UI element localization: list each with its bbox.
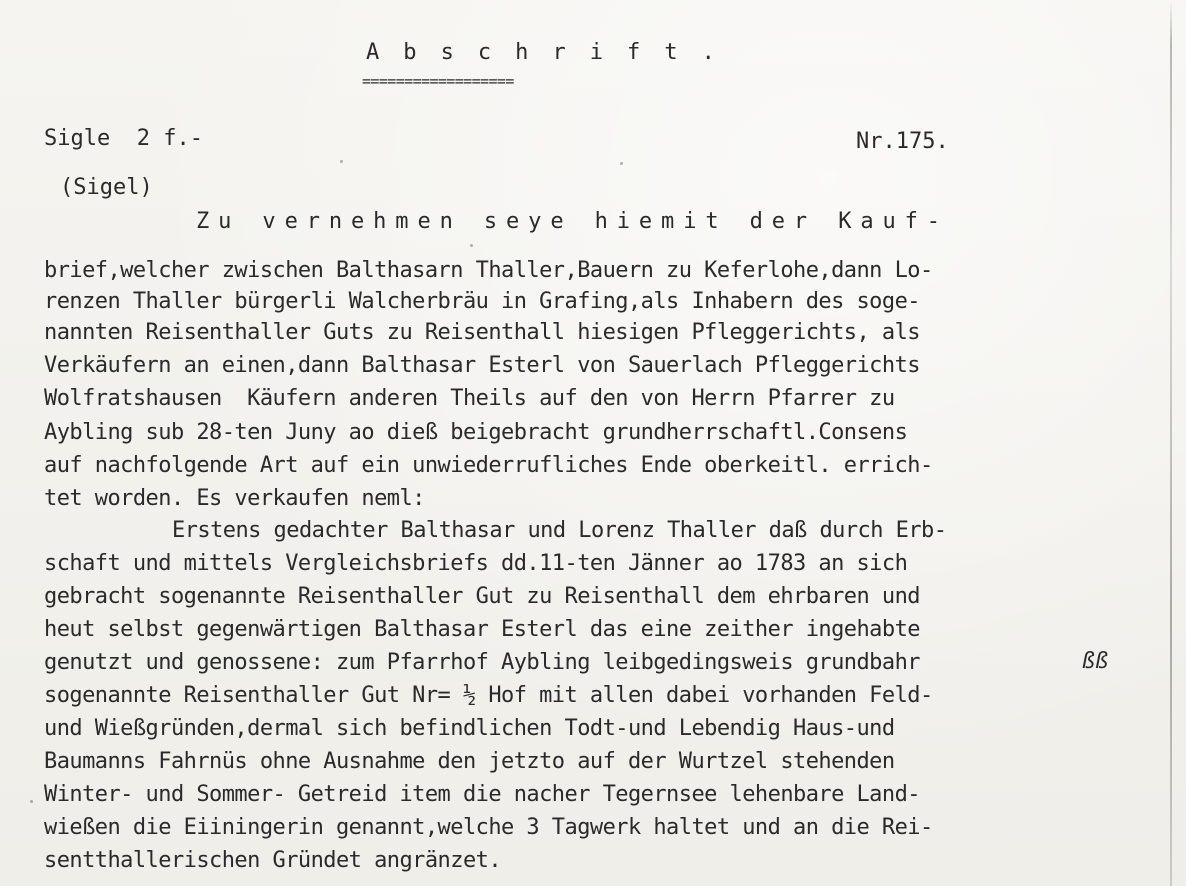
text-line: Verkäufern an einen,dann Balthasar Esterl von Sauerlach Pfleggerichts	[44, 353, 920, 378]
text-line: Baumanns Fahrnüs ohne Ausnahme den jetzto auf der Wurtzel stehenden	[44, 749, 895, 774]
text-line: gebracht sogenannte Reisenthaller Gut zu Reisenthall dem ehrbaren und	[44, 584, 920, 609]
margin-mark: ßß	[1082, 649, 1109, 674]
text-line: tet worden. Es verkaufen neml:	[44, 486, 425, 511]
seal-label: (Sigel)	[60, 175, 153, 200]
text-line: nannten Reisenthaller Guts zu Reisenthall hiesigen Pfleggerichts, als	[44, 320, 920, 345]
intro-line: Zu vernehmen seye hiemit der Kauf-	[196, 209, 949, 234]
text-line: brief,welcher zwischen Balthasarn Thaller,Bauern zu Keferlohe,dann Lo-	[44, 258, 933, 283]
paper-speck	[470, 244, 473, 247]
text-line: Wolfratshausen Käufern anderen Theils auf den von Herrn Pfarrer zu	[44, 386, 895, 411]
document-number: Nr.175.	[856, 129, 949, 154]
text-line: sogenannte Reisenthaller Gut Nr= ½ Hof mit allen dabei vorhanden Feld-	[44, 683, 933, 708]
document-heading: A b s c h r i f t .	[366, 40, 721, 65]
paper-speck	[340, 160, 343, 163]
text-line: und Wießgründen,dermal sich befindlichen Todt-und Lebendig Haus-und	[44, 716, 895, 741]
text-line: schaft und mittels Vergleichsbriefs dd.11-ten Jänner ao 1783 an sich	[44, 551, 908, 576]
sigle-label: Sigle 2 f.-	[44, 126, 203, 151]
paper-speck	[620, 162, 623, 165]
text-line: heut selbst gegenwärtigen Balthasar Esterl das eine zeither ingehabte	[44, 617, 920, 642]
paper-speck	[30, 800, 33, 803]
text-line: auf nachfolgende Art auf ein unwiederrufliches Ende oberkeitl. errich-	[44, 453, 933, 478]
text-line: Aybling sub 28-ten Juny ao dieß beigebracht grundherrschaftl.Consens	[44, 420, 908, 445]
text-line: Erstens gedachter Balthasar und Lorenz Thaller daß durch Erb-	[172, 518, 947, 543]
heading-rule: ==================	[362, 72, 514, 90]
paper-edge	[1170, 0, 1172, 886]
text-line: renzen Thaller bürgerli Walcherbräu in Grafing,als Inhabern des soge-	[44, 289, 920, 314]
text-line: Winter- und Sommer- Getreid item die nacher Tegernsee lehenbare Land-	[44, 782, 920, 807]
text-line: genutzt und genossene: zum Pfarrhof Aybling leibgedingsweis grundbahr	[44, 650, 920, 675]
text-line: wießen die Eiiningerin genannt,welche 3 Tagwerk haltet und an die Rei-	[44, 815, 933, 840]
text-line: sentthallerischen Gründet angränzet.	[44, 848, 502, 873]
